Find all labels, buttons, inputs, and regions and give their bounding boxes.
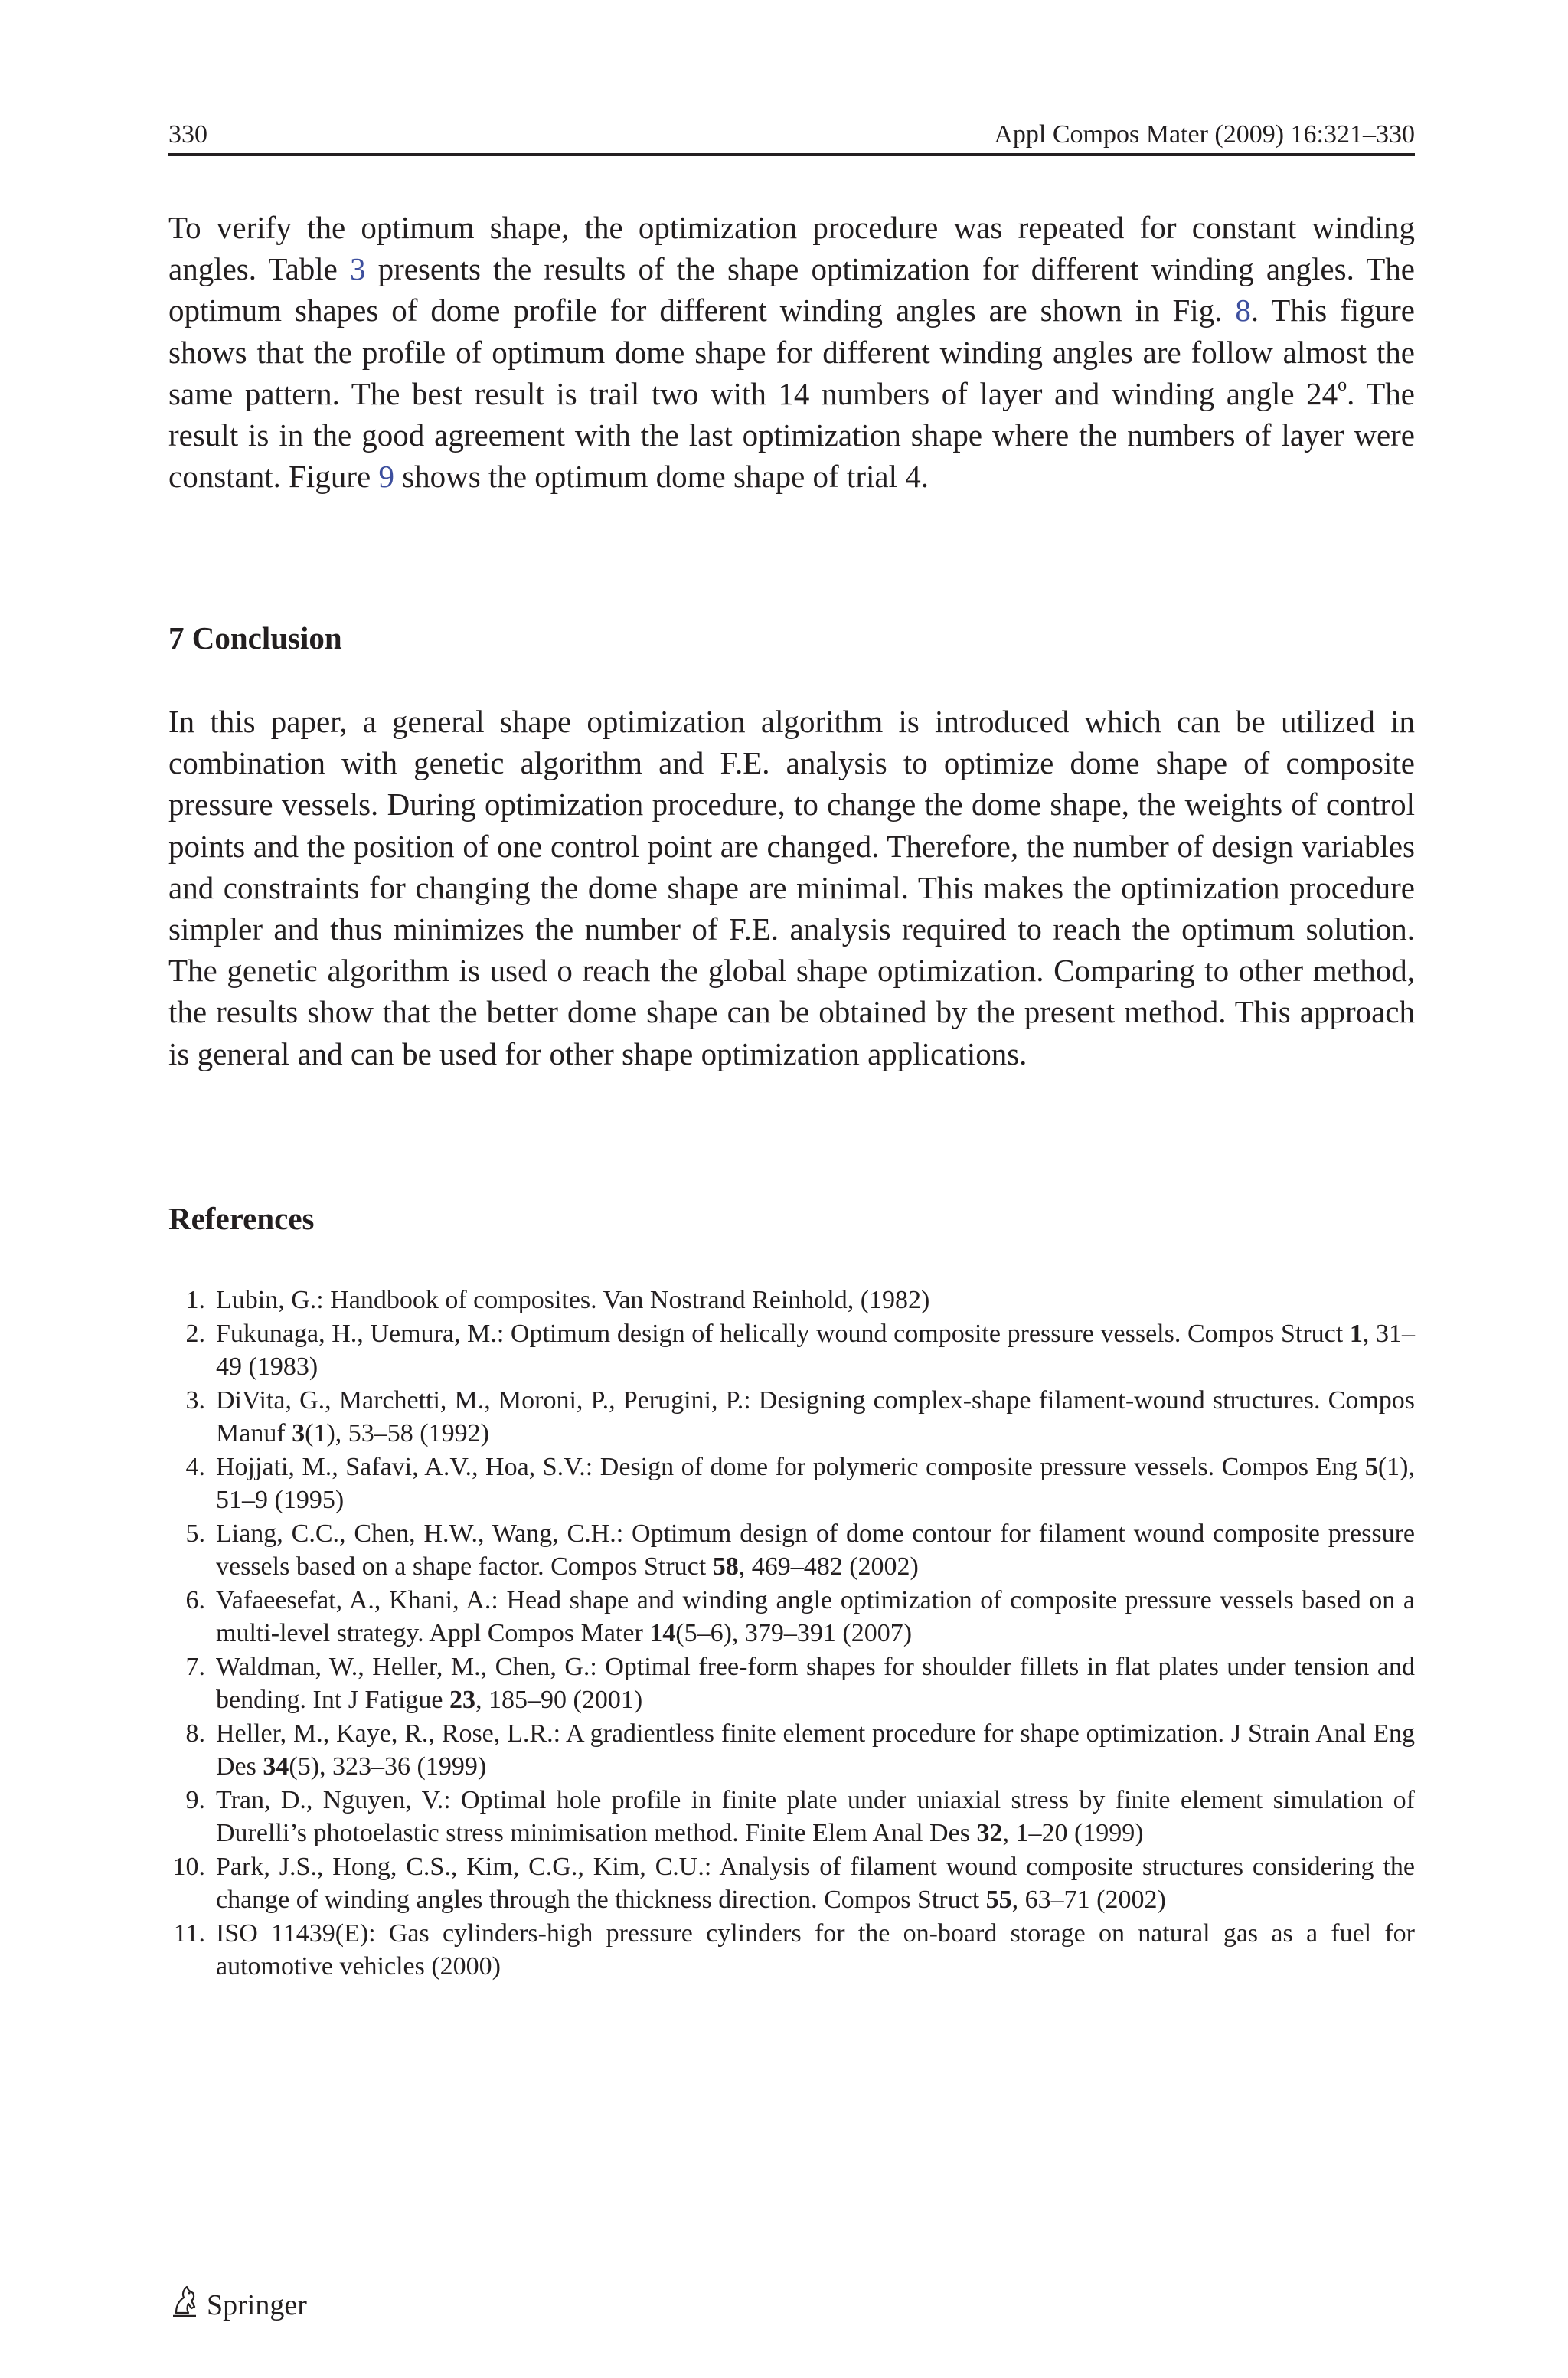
reference-text: ISO 11439(E): Gas cylinders-high pressure cylinders for the on-board storage on natural gas as a fuel for automotive vehicles (2000) — [216, 1918, 1415, 1981]
reference-item — [168, 1850, 1415, 1917]
reference-text: DiVita, G., Marchetti, M., Moroni, P., Perugini, P.: Designing complex-shape filament-wound structures. Compos Manuf 3(1), 53–58 (1992) — [216, 1385, 1415, 1447]
reference-item — [168, 1317, 1415, 1384]
page-number: 330 — [168, 120, 207, 149]
reference-number: 1. — [185, 1286, 205, 1314]
reference-item — [168, 1917, 1415, 1984]
reference-number: 11. — [173, 1918, 205, 1948]
reference-list — [168, 1284, 1415, 1984]
publisher-name: Springer — [207, 2289, 307, 2321]
reference-item — [168, 1784, 1415, 1850]
reference-item — [168, 1584, 1415, 1650]
reference-number: 3. — [185, 1385, 205, 1415]
reference-text: Vafaeesefat, A., Khani, A.: Head shape and winding angle optimization of composite pressure vessels based on a multi-level strategy. Appl Compos Mater 14(5–6), 379–391 (2007) — [216, 1585, 1415, 1647]
reference-number: 10. — [172, 1852, 205, 1881]
journal-reference: Appl Compos Mater (2009) 16:321–330 — [994, 120, 1415, 149]
conclusion-paragraph: In this paper, a general shape optimization algorithm is introduced which can be utilized in combination with genetic algorithm and F.E. analysis to optimize dome shape of composite pressure vessels. During optimization procedure, to change the dome shape, the weights of control points and the position of one control point are changed. Therefore, the number of design variables and constraints for changing the dome shape are minimal. This makes the optimization procedure simpler and thus minimizes the number of F.E. analysis required to reach the optimum solution. The genetic algorithm is used o reach the global shape optimization. Comparing to other method, the results show that the better dome shape can be obtained by the present method. This approach is general and can be used for other shape optimization applications. — [168, 704, 1415, 1071]
reference-item — [168, 1284, 1415, 1317]
reference-item — [168, 1384, 1415, 1451]
reference-text: Waldman, W., Heller, M., Chen, G.: Optimal free-form shapes for shoulder fillets in flat plates under tension and bending. Int J Fatigue 23, 185–90 (2001) — [216, 1652, 1415, 1714]
reference-number: 2. — [185, 1319, 205, 1348]
reference-number: 6. — [185, 1585, 205, 1614]
reference-text: Liang, C.C., Chen, H.W., Wang, C.H.: Optimum design of dome contour for filament wound composite pressure vessels based on a shape factor. Compos Struct 58, 469–482 (2002) — [216, 1519, 1415, 1581]
reference-text: Hojjati, M., Safavi, A.V., Hoa, S.V.: Design of dome for polymeric composite pressure vessels. Compos Eng 5(1), 51–9 (1995) — [216, 1452, 1415, 1514]
conclusion-heading: 7 Conclusion — [168, 620, 342, 656]
reference-text: Tran, D., Nguyen, V.: Optimal hole profile in finite plate under uniaxial stress by finite element simulation of Durelli’s photoelastic stress minimisation method. Finite Elem Anal Des 32, 1–20 (1999) — [216, 1785, 1415, 1847]
references-heading: References — [168, 1201, 315, 1236]
reference-number: 4. — [185, 1452, 205, 1481]
reference-number: 8. — [185, 1719, 205, 1748]
reference-item — [168, 1650, 1415, 1717]
reference-text: Heller, M., Kaye, R., Rose, L.R.: A gradientless finite element procedure for shape optimization. J Strain Anal Eng Des 34(5), 323–36 (1999) — [216, 1719, 1415, 1781]
reference-number: 9. — [185, 1785, 205, 1814]
section6-closing-paragraph: To verify the optimum shape, the optimization procedure was repeated for constant winding angles. Table 3 presents the results of the shape optimization for different winding angles. The optimum shapes of dome profile for different winding angles are shown in Fig. 8. This figure shows that the profile of optimum dome shape for different winding angles are follow almost the same pattern. The best result is trail two with 14 numbers of layer and winding angle 24$^o$. The result is in the good agreement with the last optimization shape where the numbers of layer were constant. Figure 9 shows the optimum dome shape of trial 4. — [168, 210, 1416, 495]
reference-item — [168, 1717, 1415, 1784]
running-head — [168, 116, 1415, 156]
reference-item — [168, 1451, 1415, 1517]
reference-number: 5. — [185, 1519, 205, 1548]
reference-text: Lubin, G.: Handbook of composites. Van Nostrand Reinhold, (1982) — [216, 1286, 930, 1314]
reference-item — [168, 1517, 1415, 1584]
reference-text: Fukunaga, H., Uemura, M.: Optimum design of helically wound composite pressure vessels. Compos Struct 1, 31–49 (1983) — [216, 1319, 1415, 1381]
reference-number: 7. — [185, 1652, 205, 1681]
springer-horse-icon — [168, 2284, 207, 2327]
footer — [168, 2284, 307, 2327]
reference-text: Park, J.S., Hong, C.S., Kim, C.G., Kim, C.U.: Analysis of filament wound composite structures considering the change of winding angles through the thickness direction. Compos Struct 55, 63–71 (2002) — [216, 1852, 1415, 1914]
